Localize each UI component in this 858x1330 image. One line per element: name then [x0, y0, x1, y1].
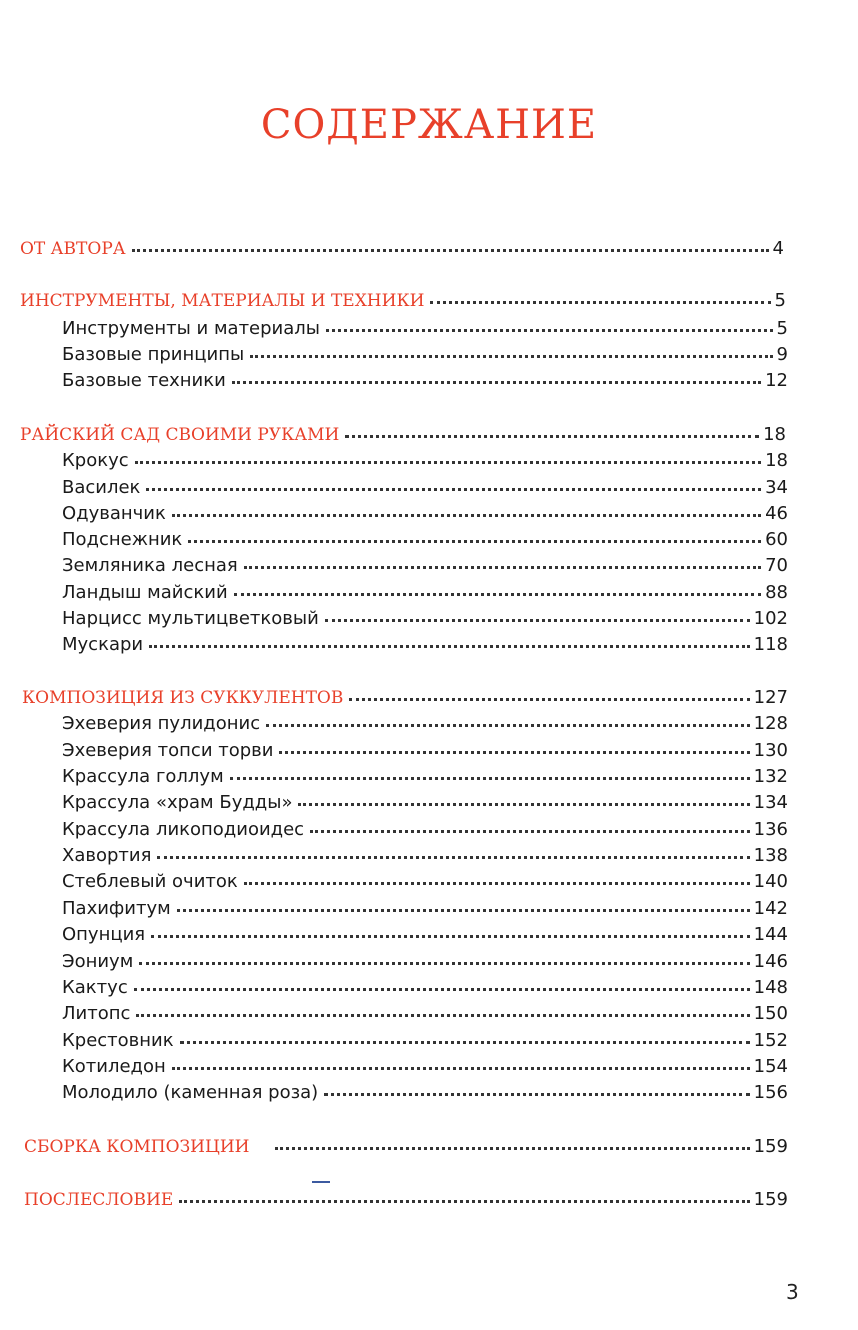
- toc-item[interactable]: [62, 370, 788, 391]
- toc-item[interactable]: [62, 819, 788, 840]
- toc-page: 34: [765, 477, 788, 498]
- toc-page: 132: [753, 766, 788, 787]
- toc-item-label: Хавортия: [62, 845, 152, 866]
- toc-page: 159: [753, 1136, 788, 1157]
- toc-item-label: Эхеверия пулидонис: [62, 713, 261, 734]
- dot-leader: [345, 432, 759, 438]
- toc-page: 152: [753, 1030, 788, 1051]
- toc-item[interactable]: [62, 529, 788, 550]
- toc-item[interactable]: [62, 871, 788, 892]
- toc-page: 18: [763, 424, 786, 445]
- dot-leader: [172, 1064, 750, 1070]
- dot-leader: [180, 1038, 750, 1044]
- toc-item-label: Ландыш майский: [62, 582, 228, 603]
- toc-item[interactable]: [62, 898, 788, 919]
- toc-item-label: Инструменты и материалы: [62, 318, 320, 339]
- toc-item[interactable]: [62, 477, 788, 498]
- toc-page: 70: [765, 555, 788, 576]
- dot-leader: [234, 590, 761, 596]
- dot-leader: [326, 326, 773, 332]
- dot-leader: [325, 616, 750, 622]
- dot-leader: [146, 485, 761, 491]
- toc-item[interactable]: [62, 555, 788, 576]
- toc-item[interactable]: [62, 318, 788, 339]
- toc-page: 156: [753, 1082, 788, 1103]
- toc-section[interactable]: [20, 424, 786, 445]
- toc-item[interactable]: [62, 344, 788, 365]
- toc-page: 127: [753, 687, 788, 708]
- dot-leader: [298, 800, 749, 806]
- toc-page: 154: [753, 1056, 788, 1077]
- page-title: СОДЕРЖАНИЕ: [260, 102, 598, 148]
- toc-item-label: Подснежник: [62, 529, 183, 550]
- dot-leader: [188, 537, 761, 543]
- toc-item-label: Эхеверия топси торви: [62, 740, 274, 761]
- toc-item[interactable]: [62, 1056, 788, 1077]
- toc-item[interactable]: [62, 951, 788, 972]
- toc-item-label: Котиледон: [62, 1056, 166, 1077]
- toc-item[interactable]: [62, 503, 788, 524]
- toc-section-label: ОТ АВТОРА: [20, 239, 126, 259]
- dot-leader: [132, 246, 769, 252]
- toc-item[interactable]: [62, 740, 788, 761]
- dot-leader: [136, 1011, 749, 1017]
- toc-item-label: Кактус: [62, 977, 128, 998]
- toc-page: 9: [776, 344, 788, 365]
- toc-item-label: Литопс: [62, 1003, 131, 1024]
- toc-page: 150: [753, 1003, 788, 1024]
- toc-page: 5: [776, 318, 788, 339]
- toc-section[interactable]: [20, 238, 784, 259]
- toc-item-label: Василек: [62, 477, 141, 498]
- toc-item-label: Нарцисс мультицветковый: [62, 608, 319, 629]
- toc-item-label: Стеблевый очиток: [62, 871, 238, 892]
- toc-page: 12: [765, 370, 788, 391]
- dot-leader: [149, 642, 750, 648]
- dot-leader: [349, 695, 749, 701]
- toc-item[interactable]: [62, 1082, 788, 1103]
- toc-section[interactable]: [20, 290, 786, 311]
- dot-leader: [134, 985, 750, 991]
- toc-item[interactable]: [62, 977, 788, 998]
- toc-page: 148: [753, 977, 788, 998]
- dot-leader: [279, 748, 749, 754]
- dot-leader: [232, 378, 761, 384]
- dot-leader: [275, 1144, 749, 1150]
- dot-leader: [151, 932, 750, 938]
- toc-section-label: СБОРКА КОМПОЗИЦИИ: [24, 1137, 250, 1157]
- toc-section-label: РАЙСКИЙ САД СВОИМИ РУКАМИ: [20, 425, 340, 445]
- toc-item-label: Мускари: [62, 634, 144, 655]
- toc-page: 138: [753, 845, 788, 866]
- dot-leader: [250, 352, 772, 358]
- toc-item[interactable]: [62, 924, 788, 945]
- toc-item[interactable]: [62, 1003, 788, 1024]
- dot-leader: [244, 563, 761, 569]
- toc-item[interactable]: [62, 766, 788, 787]
- toc-item-label: Пахифитум: [62, 898, 171, 919]
- toc-page: 4: [772, 238, 784, 259]
- toc-page: 130: [753, 740, 788, 761]
- dot-leader: [157, 853, 749, 859]
- dot-leader: [310, 827, 750, 833]
- dot-leader: [230, 774, 750, 780]
- toc-item-label: Крассула голлум: [62, 766, 224, 787]
- toc-page: 144: [753, 924, 788, 945]
- toc-item-label: Крассула «храм Будды»: [62, 792, 293, 813]
- toc-item[interactable]: [62, 608, 788, 629]
- toc-page: 159: [753, 1189, 788, 1210]
- toc-section-label: ПОСЛЕСЛОВИЕ: [24, 1190, 174, 1210]
- dot-leader: [430, 298, 770, 304]
- toc-item[interactable]: [62, 450, 788, 471]
- toc-page: 128: [753, 713, 788, 734]
- toc-item-label: Базовые принципы: [62, 344, 245, 365]
- dot-leader: [266, 721, 750, 727]
- toc-page: 102: [753, 608, 788, 629]
- toc-page: 18: [765, 450, 788, 471]
- dot-leader: [324, 1090, 749, 1096]
- toc-item-label: Молодило (каменная роза): [62, 1082, 319, 1103]
- toc-item[interactable]: [62, 582, 788, 603]
- page-number: 3: [786, 1280, 799, 1304]
- toc-page: 136: [753, 819, 788, 840]
- toc-page: 142: [753, 898, 788, 919]
- toc-page: 118: [753, 634, 788, 655]
- toc-item-label: Базовые техники: [62, 370, 226, 391]
- toc-item-label: Крестовник: [62, 1030, 174, 1051]
- blue-mark: [312, 1181, 330, 1183]
- dot-leader: [139, 959, 749, 965]
- toc-page: 134: [753, 792, 788, 813]
- toc-item-label: Одуванчик: [62, 503, 166, 524]
- toc-section-label: ИНСТРУМЕНТЫ, МАТЕРИАЛЫ И ТЕХНИКИ: [20, 291, 425, 311]
- toc-section[interactable]: [24, 1189, 788, 1210]
- toc-item-label: Опунция: [62, 924, 146, 945]
- dot-leader: [177, 906, 750, 912]
- dot-leader: [244, 879, 750, 885]
- toc-page: 5: [774, 290, 786, 311]
- toc-item-label: Крокус: [62, 450, 129, 471]
- toc-section[interactable]: [24, 1136, 788, 1157]
- toc-page: 146: [753, 951, 788, 972]
- toc-section-label: КОМПОЗИЦИЯ ИЗ СУККУЛЕНТОВ: [22, 688, 344, 708]
- toc-item[interactable]: [62, 713, 788, 734]
- toc-section[interactable]: [22, 687, 788, 708]
- toc-item-label: Крассула ликоподиоидес: [62, 819, 305, 840]
- toc-page: 60: [765, 529, 788, 550]
- toc-item-label: Эониум: [62, 951, 134, 972]
- toc-item[interactable]: [62, 634, 788, 655]
- toc-item-label: Земляника лесная: [62, 555, 238, 576]
- toc-item[interactable]: [62, 845, 788, 866]
- toc-item[interactable]: [62, 1030, 788, 1051]
- dot-leader: [179, 1197, 749, 1203]
- toc-page: 46: [765, 503, 788, 524]
- toc-page: 140: [753, 871, 788, 892]
- dot-leader: [172, 511, 761, 517]
- dot-leader: [135, 458, 761, 464]
- toc-item[interactable]: [62, 792, 788, 813]
- toc-page: 88: [765, 582, 788, 603]
